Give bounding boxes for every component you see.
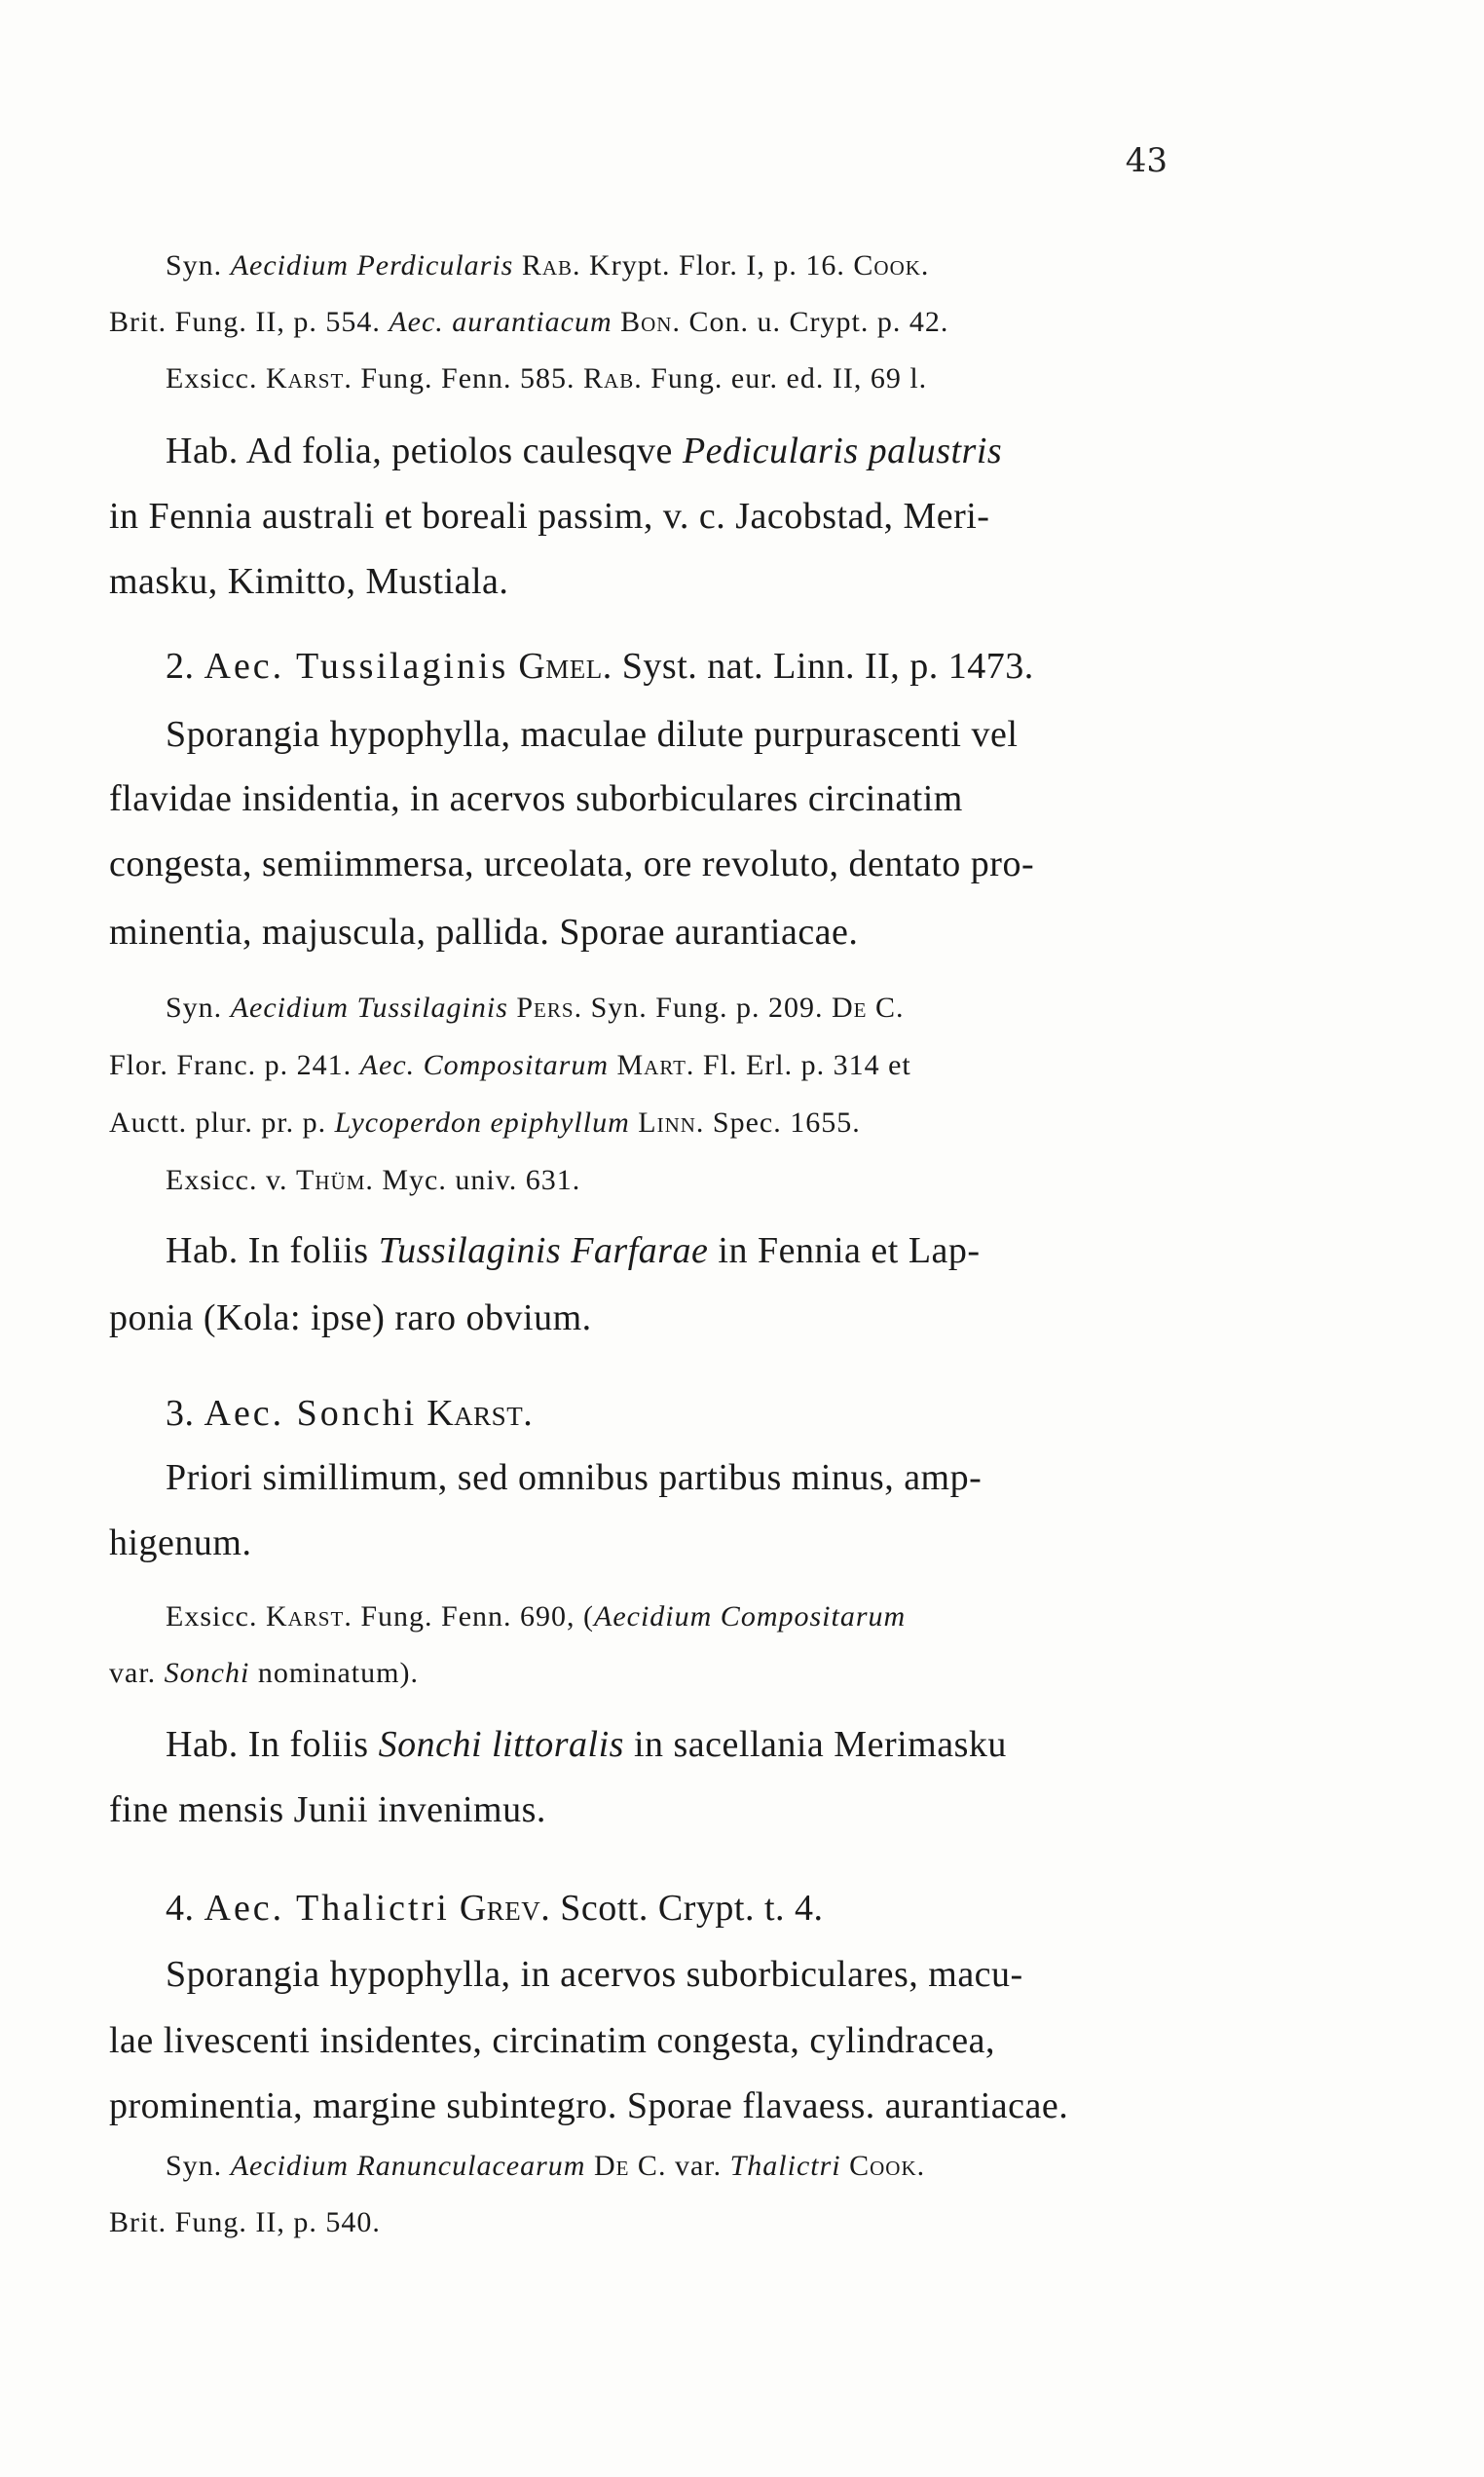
text-line bbox=[166, 430, 1002, 472]
text-segment: Aecidium Ranunculacearum bbox=[230, 2150, 586, 2182]
text-segment: Brit. Fung. II, p. 540. bbox=[109, 2206, 381, 2238]
text-segment: Aec. aurantiacum bbox=[389, 306, 612, 338]
text-line bbox=[109, 2084, 1068, 2127]
text-line bbox=[109, 1296, 592, 1339]
text-line bbox=[109, 560, 508, 603]
text-segment: Con. u. Crypt. p. 42. bbox=[680, 306, 949, 338]
text-line bbox=[166, 249, 929, 282]
text-segment: Aecidium Tussilaginis bbox=[230, 992, 508, 1024]
text-segment: Fl. Erl. p. 314 et bbox=[694, 1049, 911, 1081]
text-segment: Scott. Crypt. t. 4. bbox=[550, 1888, 824, 1929]
text-segment: Sporangia hypophylla, maculae dilute purpurascenti vel bbox=[166, 714, 1019, 755]
text-segment: 3. bbox=[166, 1393, 204, 1434]
text-segment: Sporangia hypophylla, in acervos suborbiculares, macu- bbox=[166, 1954, 1023, 1995]
text-segment: Auctt. plur. pr. p. bbox=[109, 1107, 335, 1139]
text-segment: Pers. bbox=[507, 992, 583, 1024]
text-segment: Exsicc. bbox=[166, 1600, 266, 1633]
text-line bbox=[166, 992, 904, 1025]
text-line bbox=[166, 1164, 580, 1197]
text-line bbox=[109, 1657, 419, 1690]
text-segment: Mart. bbox=[609, 1049, 695, 1081]
text-segment: fine mensis Junii invenimus. bbox=[109, 1789, 546, 1830]
text-segment: Rab. bbox=[583, 362, 643, 394]
text-segment: Brit. Fung. II, p. 554. bbox=[109, 306, 390, 338]
text-segment: Krypt. Flor. I, p. 16. bbox=[580, 249, 854, 281]
text-segment: var. bbox=[109, 1657, 165, 1689]
text-segment: Fung. Fenn. 585. bbox=[352, 362, 584, 394]
text-segment: 2. bbox=[166, 646, 204, 687]
text-segment: Syn. Fung. p. 209. bbox=[582, 992, 832, 1024]
text-segment: Syn. bbox=[166, 992, 231, 1024]
text-line bbox=[166, 2150, 925, 2183]
text-segment: 4. bbox=[166, 1888, 204, 1929]
text-line bbox=[109, 1107, 861, 1140]
text-segment: Karst. bbox=[265, 362, 352, 394]
text-segment: Syst. nat. Linn. II, p. 1473. bbox=[612, 646, 1034, 687]
text-segment: Myc. univ. 631. bbox=[373, 1164, 581, 1196]
text-segment: masku, Kimitto, Mustiala. bbox=[109, 561, 509, 602]
text-segment: var. bbox=[666, 2150, 730, 2182]
text-segment: Thalictri bbox=[729, 2150, 841, 2182]
text-segment: Fung. eur. ed. II, 69 l. bbox=[642, 362, 928, 394]
text-segment: Hab. In foliis bbox=[166, 1230, 379, 1271]
text-segment: lae livescenti insidentes, circinatim congesta, cylindracea, bbox=[109, 2020, 995, 2061]
text-line bbox=[166, 1887, 824, 1930]
text-segment: Linn. bbox=[629, 1107, 705, 1139]
text-line bbox=[166, 362, 927, 395]
text-segment: in sacellania Merimasku bbox=[623, 1724, 1007, 1765]
page-number: 43 bbox=[1125, 141, 1168, 180]
text-segment: Syn. bbox=[166, 249, 231, 281]
text-segment: Exsicc. v. bbox=[166, 1164, 297, 1196]
text-segment: Tussilaginis Farfarae bbox=[378, 1230, 709, 1271]
text-segment: congesta, semiimmersa, urceolata, ore revoluto, dentato pro- bbox=[109, 844, 1035, 884]
text-line bbox=[166, 1456, 982, 1499]
text-segment: Gmel. bbox=[508, 646, 612, 687]
text-segment: Spec. 1655. bbox=[704, 1107, 861, 1139]
text-segment: Hab. Ad folia, petiolos caulesqve bbox=[166, 431, 683, 471]
text-segment: Grev. bbox=[449, 1888, 551, 1929]
text-segment: De C. bbox=[831, 992, 905, 1024]
text-segment: Sonchi bbox=[164, 1657, 250, 1689]
text-segment: Priori simillimum, sed omnibus partibus minus, amp- bbox=[166, 1457, 983, 1498]
text-segment: Exsicc. bbox=[166, 362, 266, 394]
text-line bbox=[109, 1521, 251, 1564]
text-segment: flavidae insidentia, in acervos suborbiculares circinatim bbox=[109, 778, 963, 819]
text-segment: Aec. Thalictri bbox=[204, 1888, 450, 1929]
text-segment: nominatum). bbox=[249, 1657, 419, 1689]
text-line bbox=[109, 495, 989, 538]
text-segment: Aec. Sonchi bbox=[204, 1393, 418, 1434]
text-segment: Flor. Franc. p. 241. bbox=[109, 1049, 360, 1081]
text-line bbox=[166, 1723, 1007, 1766]
text-segment: Thüm. bbox=[296, 1164, 374, 1196]
text-segment: Aec. Tussilaginis bbox=[204, 646, 509, 687]
text-segment: Hab. In foliis bbox=[166, 1724, 379, 1765]
text-line bbox=[109, 2019, 995, 2062]
text-segment: ponia (Kola: ipse) raro obvium. bbox=[109, 1297, 592, 1338]
text-segment: Karst. bbox=[417, 1393, 534, 1434]
text-segment: Cook. bbox=[853, 249, 930, 281]
text-line bbox=[166, 645, 1034, 688]
text-line bbox=[109, 306, 948, 339]
text-segment: Sonchi littoralis bbox=[378, 1724, 624, 1765]
text-segment: Lycoperdon epiphyllum bbox=[334, 1107, 630, 1139]
text-segment: Syn. bbox=[166, 2150, 231, 2182]
text-segment: in Fennia et Lap- bbox=[708, 1230, 981, 1271]
text-line bbox=[109, 777, 963, 820]
text-segment: prominentia, margine subintegro. Sporae flavaess. aurantiacae. bbox=[109, 2085, 1069, 2126]
text-line bbox=[109, 1049, 911, 1082]
text-segment: Aecidium Perdicularis bbox=[230, 249, 514, 281]
text-segment: Aecidium Compositarum bbox=[594, 1600, 907, 1633]
text-line bbox=[109, 911, 858, 954]
text-line bbox=[166, 1229, 981, 1272]
text-line bbox=[166, 1600, 906, 1633]
text-line bbox=[109, 843, 1034, 885]
text-line bbox=[166, 1953, 1023, 1996]
text-segment: Aec. Compositarum bbox=[359, 1049, 609, 1081]
text-segment: Rab. bbox=[513, 249, 581, 281]
text-segment: Bon. bbox=[612, 306, 681, 338]
text-line bbox=[109, 2206, 381, 2239]
text-segment: in Fennia australi et boreali passim, v. c. Jacobstad, Meri- bbox=[109, 496, 990, 537]
text-segment: Cook. bbox=[840, 2150, 926, 2182]
text-segment: minentia, majuscula, pallida. Sporae aurantiacae. bbox=[109, 912, 859, 953]
text-segment: Karst. bbox=[265, 1600, 352, 1633]
text-line bbox=[166, 1392, 533, 1435]
text-segment: higenum. bbox=[109, 1522, 252, 1563]
text-segment: De C. bbox=[585, 2150, 667, 2182]
text-line bbox=[109, 1788, 546, 1831]
text-segment: Fung. Fenn. 690, ( bbox=[352, 1600, 595, 1633]
text-segment: Pedicularis palustris bbox=[682, 431, 1003, 471]
text-line bbox=[166, 713, 1018, 756]
